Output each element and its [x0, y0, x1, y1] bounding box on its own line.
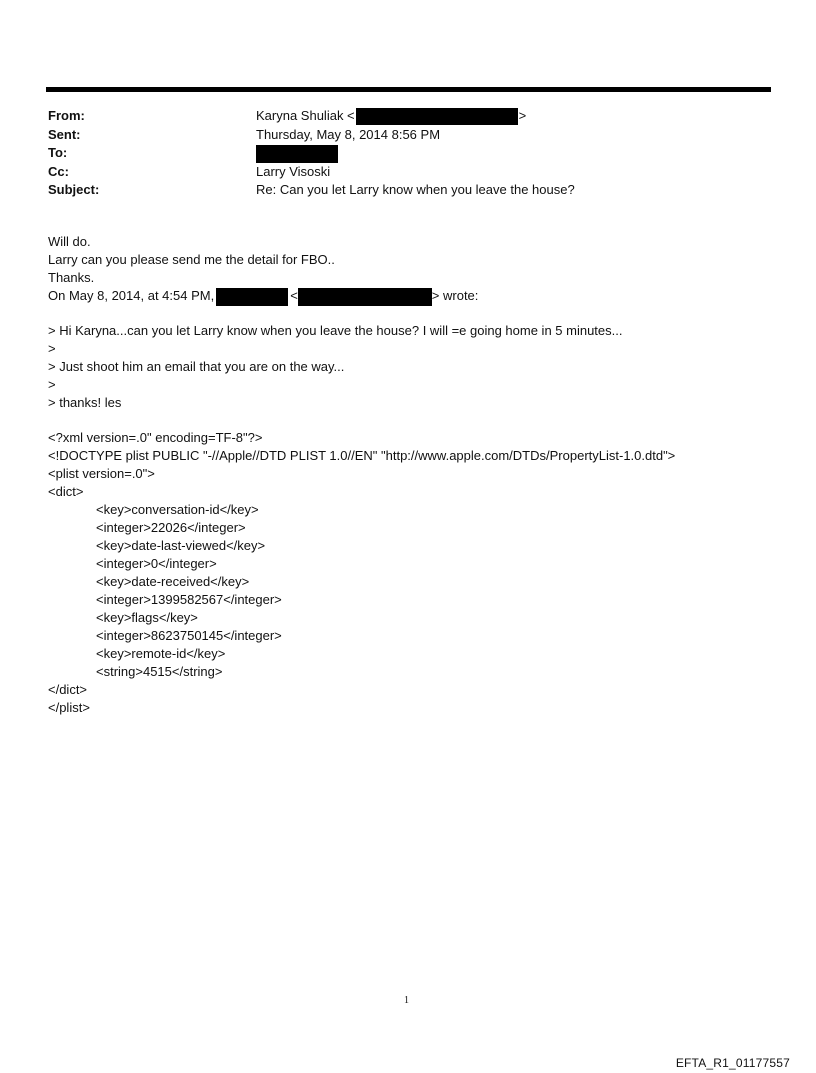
attribution-prefix: On May 8, 2014, at 4:54 PM, — [48, 288, 215, 303]
plist-entry: <integer>0</integer> — [96, 556, 217, 571]
from-suffix: > — [518, 108, 527, 123]
reply-line: Thanks. — [48, 270, 95, 285]
subject-row — [48, 181, 768, 200]
cc-row — [48, 163, 768, 182]
sent-row — [48, 126, 768, 145]
from-value — [256, 107, 526, 126]
from-name: Karyna Shuliak < — [256, 108, 355, 123]
to-row — [48, 144, 768, 163]
plist-entry: <key>conversation-id</key> — [96, 502, 259, 517]
redaction-box — [216, 288, 288, 306]
header-rule — [46, 87, 771, 92]
quoted-line: > — [48, 377, 56, 392]
quoted-line: > Just shoot him an email that you are on the way... — [48, 359, 345, 374]
quoted-line: > thanks! les — [48, 395, 122, 410]
subject-label: Subject: — [48, 182, 100, 197]
redaction-box — [256, 145, 338, 163]
document-id: EFTA_R1_01177557 — [675, 1056, 790, 1070]
from-row — [48, 107, 768, 126]
spacer — [48, 412, 768, 429]
email-header — [48, 107, 768, 200]
cc-value: Larry Visoski — [256, 163, 331, 179]
plist-line: <?xml version=.0" encoding=TF-8"?> — [48, 430, 263, 445]
from-label: From: — [48, 108, 85, 123]
plist-line: </plist> — [48, 700, 90, 715]
plist-entry: <integer>1399582567</integer> — [96, 592, 282, 607]
redaction-box — [298, 288, 432, 306]
quoted-line: > — [48, 341, 56, 356]
plist-entry: <integer>8623750145</integer> — [96, 628, 282, 643]
cc-label: Cc: — [48, 163, 69, 179]
plist-line: <dict> — [48, 484, 84, 499]
reply-line: Will do. — [48, 234, 91, 249]
subject-value: Re: Can you let Larry know when you leave the house? — [256, 182, 575, 197]
plist-entry: <key>flags</key> — [96, 610, 198, 625]
attribution-mid: < — [290, 288, 298, 303]
plist-entry: <key>remote-id</key> — [96, 646, 226, 661]
plist-entry: <string>4515</string> — [96, 664, 223, 679]
plist-entry: <key>date-received</key> — [96, 574, 250, 589]
to-label: To: — [48, 145, 68, 160]
attribution-suffix: > wrote: — [431, 288, 479, 303]
spacer — [48, 305, 768, 322]
reply-line: Larry can you please send me the detail for FBO.. — [48, 252, 335, 267]
sent-label: Sent: — [48, 126, 81, 142]
attribution-line — [48, 287, 768, 305]
plist-entry: <integer>22026</integer> — [96, 520, 246, 535]
plist-line: </dict> — [48, 682, 88, 697]
email-body — [48, 233, 768, 717]
plist-line: <plist version=.0"> — [48, 466, 155, 481]
quoted-line: > Hi Karyna...can you let Larry know when you leave the house? I will =e going home in 5 minutes... — [48, 323, 623, 338]
redaction-box — [356, 108, 518, 125]
sent-value: Thursday, May 8, 2014 8:56 PM — [256, 126, 441, 142]
plist-line: <!DOCTYPE plist PUBLIC "-//Apple//DTD PLIST 1.0//EN" "http://www.apple.com/DTDs/PropertyList-1.0.dtd"> — [48, 448, 676, 463]
plist-entry: <key>date-last-viewed</key> — [96, 538, 266, 553]
page-number: 1 — [404, 995, 409, 1006]
